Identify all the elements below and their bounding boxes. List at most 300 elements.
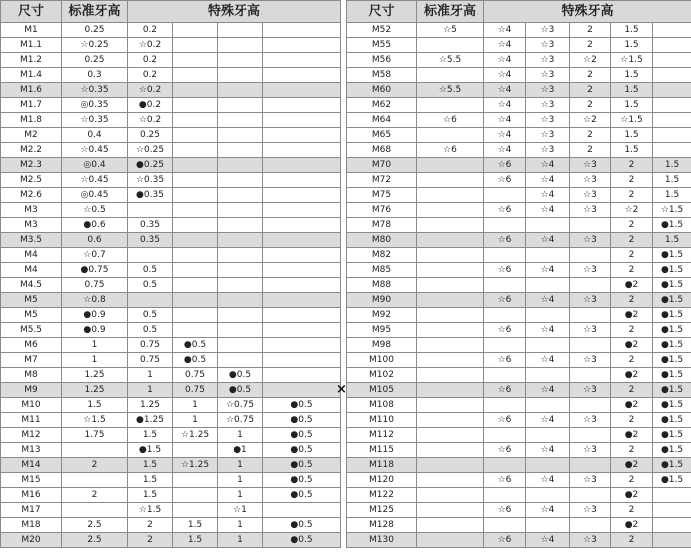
special-pitch-cell <box>484 188 526 203</box>
special-pitch-cell: ●0.2 <box>128 98 173 113</box>
size-cell: M4.5 <box>1 278 62 293</box>
special-pitch-cell <box>526 398 570 413</box>
special-pitch-cell <box>263 173 341 188</box>
table-row <box>1 413 341 428</box>
special-pitch-cell: ☆3 <box>526 83 570 98</box>
special-pitch-cell: 1.5 <box>611 98 653 113</box>
standard-pitch-cell: ●0.9 <box>62 323 128 338</box>
table-row <box>1 503 341 518</box>
special-pitch-cell: ☆3 <box>526 98 570 113</box>
special-pitch-cell <box>218 203 263 218</box>
special-pitch-cell <box>484 368 526 383</box>
table-row <box>1 518 341 533</box>
special-pitch-cell: ●0.5 <box>263 428 341 443</box>
table-row <box>347 473 691 488</box>
table-row <box>347 368 691 383</box>
special-pitch-cell: ☆3 <box>570 383 611 398</box>
standard-pitch-cell: ☆1.5 <box>62 413 128 428</box>
standard-pitch-cell: 2 <box>62 458 128 473</box>
special-pitch-cell: ●0.5 <box>263 488 341 503</box>
special-pitch-cell: ☆6 <box>484 413 526 428</box>
size-cell: M1.8 <box>1 113 62 128</box>
special-pitch-cell: 1.5 <box>173 533 218 548</box>
special-pitch-cell <box>173 113 218 128</box>
special-pitch-cell <box>263 68 341 83</box>
size-cell: M105 <box>347 383 417 398</box>
table-row <box>347 308 691 323</box>
standard-pitch-cell: ◎0.35 <box>62 98 128 113</box>
special-pitch-cell <box>218 248 263 263</box>
special-pitch-cell <box>173 203 218 218</box>
table-row <box>1 473 341 488</box>
size-cell: M65 <box>347 128 417 143</box>
special-pitch-cell: 1 <box>128 368 173 383</box>
special-pitch-cell: ●1.5 <box>653 353 691 368</box>
standard-pitch-cell <box>417 293 484 308</box>
special-pitch-cell: 2 <box>611 293 653 308</box>
special-pitch-cell: ●2 <box>611 458 653 473</box>
standard-pitch-cell <box>417 353 484 368</box>
special-pitch-cell: ☆0.75 <box>218 413 263 428</box>
special-pitch-cell <box>570 368 611 383</box>
special-pitch-cell <box>526 308 570 323</box>
special-pitch-cell: 2 <box>611 248 653 263</box>
special-pitch-cell <box>173 38 218 53</box>
special-pitch-cell <box>263 233 341 248</box>
special-pitch-cell <box>263 338 341 353</box>
special-pitch-cell <box>263 98 341 113</box>
special-pitch-cell <box>128 203 173 218</box>
special-pitch-cell <box>218 353 263 368</box>
special-pitch-cell <box>570 488 611 503</box>
special-pitch-cell <box>218 308 263 323</box>
special-pitch-cell <box>173 173 218 188</box>
special-pitch-cell: ☆4 <box>526 353 570 368</box>
table-row <box>1 353 341 368</box>
special-pitch-cell <box>173 98 218 113</box>
table-row <box>1 38 341 53</box>
special-pitch-cell <box>263 188 341 203</box>
special-pitch-cell <box>218 233 263 248</box>
standard-pitch-cell: ☆6 <box>417 143 484 158</box>
standard-pitch-cell: ●0.75 <box>62 263 128 278</box>
special-pitch-cell <box>526 368 570 383</box>
standard-pitch-cell <box>417 158 484 173</box>
table-row <box>347 518 691 533</box>
table-row <box>1 443 341 458</box>
special-pitch-cell: ☆6 <box>484 533 526 548</box>
size-cell: M4 <box>1 248 62 263</box>
header-standard-pitch: 标准牙高 <box>417 1 484 23</box>
special-pitch-cell: ☆3 <box>526 68 570 83</box>
size-cell: M1 <box>1 23 62 38</box>
table-row <box>347 338 691 353</box>
special-pitch-cell: ☆4 <box>484 128 526 143</box>
special-pitch-cell <box>263 383 341 398</box>
special-pitch-cell: 0.5 <box>128 308 173 323</box>
size-cell: M128 <box>347 518 417 533</box>
special-pitch-cell <box>263 158 341 173</box>
table-row <box>347 293 691 308</box>
special-pitch-cell: 2 <box>570 128 611 143</box>
special-pitch-cell: ☆1.5 <box>128 503 173 518</box>
special-pitch-cell: 1.5 <box>128 488 173 503</box>
size-cell: M64 <box>347 113 417 128</box>
special-pitch-cell: ●1.5 <box>653 383 691 398</box>
size-cell: M1.1 <box>1 38 62 53</box>
table-row <box>347 188 691 203</box>
special-pitch-cell: ☆3 <box>570 473 611 488</box>
special-pitch-cell <box>653 113 691 128</box>
special-pitch-cell: ●1.5 <box>653 398 691 413</box>
size-cell: M75 <box>347 188 417 203</box>
size-cell: M5.5 <box>1 323 62 338</box>
standard-pitch-cell: 2 <box>62 488 128 503</box>
special-pitch-cell: ☆1.25 <box>173 428 218 443</box>
special-pitch-cell: ☆6 <box>484 233 526 248</box>
standard-pitch-cell: ☆0.5 <box>62 203 128 218</box>
special-pitch-cell: ☆3 <box>570 353 611 368</box>
special-pitch-cell: ●1.5 <box>128 443 173 458</box>
special-pitch-cell: ●1.5 <box>653 368 691 383</box>
standard-pitch-cell <box>417 488 484 503</box>
special-pitch-cell <box>173 158 218 173</box>
table-row <box>347 263 691 278</box>
special-pitch-cell: 1.5 <box>611 128 653 143</box>
special-pitch-cell: ☆4 <box>526 173 570 188</box>
size-cell: M118 <box>347 458 417 473</box>
standard-pitch-cell <box>417 443 484 458</box>
size-cell: M2.5 <box>1 173 62 188</box>
special-pitch-cell <box>653 98 691 113</box>
special-pitch-cell <box>526 218 570 233</box>
size-cell: M18 <box>1 518 62 533</box>
table-row <box>347 128 691 143</box>
table-row <box>347 173 691 188</box>
table-row <box>1 128 341 143</box>
special-pitch-cell <box>570 398 611 413</box>
special-pitch-cell <box>173 278 218 293</box>
standard-pitch-cell <box>417 323 484 338</box>
standard-pitch-cell <box>417 38 484 53</box>
special-pitch-cell <box>128 248 173 263</box>
size-cell: M100 <box>347 353 417 368</box>
special-pitch-cell: ●1.5 <box>653 218 691 233</box>
table-row <box>1 203 341 218</box>
special-pitch-cell: ●2 <box>611 428 653 443</box>
table-row <box>1 383 341 398</box>
special-pitch-cell <box>653 68 691 83</box>
size-cell: M20 <box>1 533 62 548</box>
size-cell: M14 <box>1 458 62 473</box>
standard-pitch-cell <box>417 413 484 428</box>
special-pitch-cell <box>263 23 341 38</box>
special-pitch-cell <box>653 38 691 53</box>
table-row <box>347 113 691 128</box>
size-cell: M13 <box>1 443 62 458</box>
special-pitch-cell: ☆1 <box>218 503 263 518</box>
table-row <box>1 83 341 98</box>
special-pitch-cell <box>526 428 570 443</box>
standard-pitch-cell: 0.75 <box>62 278 128 293</box>
special-pitch-cell: ☆4 <box>526 473 570 488</box>
special-pitch-cell <box>173 443 218 458</box>
table-row <box>347 98 691 113</box>
special-pitch-cell: 2 <box>611 503 653 518</box>
table-row <box>1 173 341 188</box>
size-cell: M2 <box>1 128 62 143</box>
special-pitch-cell: 0.75 <box>173 368 218 383</box>
standard-pitch-cell: 1.5 <box>62 398 128 413</box>
special-pitch-cell: 2 <box>611 413 653 428</box>
special-pitch-cell <box>653 128 691 143</box>
special-pitch-cell: ●2 <box>611 278 653 293</box>
special-pitch-cell: 1.5 <box>128 458 173 473</box>
special-pitch-cell: 2 <box>611 233 653 248</box>
special-pitch-cell: ☆3 <box>570 533 611 548</box>
table-row <box>347 53 691 68</box>
special-pitch-cell: ☆6 <box>484 443 526 458</box>
special-pitch-cell: 1 <box>218 458 263 473</box>
special-pitch-cell <box>570 518 611 533</box>
special-pitch-cell: ●0.5 <box>263 518 341 533</box>
special-pitch-cell: ☆0.2 <box>128 83 173 98</box>
special-pitch-cell: ●0.5 <box>263 458 341 473</box>
special-pitch-cell: 1.25 <box>128 398 173 413</box>
special-pitch-cell: 2 <box>611 533 653 548</box>
special-pitch-cell <box>484 338 526 353</box>
special-pitch-cell <box>173 473 218 488</box>
table-row <box>347 323 691 338</box>
standard-pitch-cell <box>417 68 484 83</box>
size-cell: M108 <box>347 398 417 413</box>
special-pitch-cell <box>653 503 691 518</box>
special-pitch-cell <box>173 218 218 233</box>
size-cell: M4 <box>1 263 62 278</box>
special-pitch-cell: ☆4 <box>484 143 526 158</box>
special-pitch-cell <box>263 143 341 158</box>
size-cell: M1.2 <box>1 53 62 68</box>
table-row <box>1 323 341 338</box>
special-pitch-cell: 2 <box>570 143 611 158</box>
table-row <box>347 278 691 293</box>
special-pitch-cell: ●1.5 <box>653 293 691 308</box>
table-row <box>1 308 341 323</box>
special-pitch-cell <box>570 218 611 233</box>
special-pitch-cell <box>173 293 218 308</box>
special-pitch-cell: 1.5 <box>611 143 653 158</box>
special-pitch-cell: 1.5 <box>611 23 653 38</box>
standard-pitch-cell: 2.5 <box>62 533 128 548</box>
size-cell: M62 <box>347 98 417 113</box>
standard-pitch-cell: ☆0.35 <box>62 83 128 98</box>
standard-pitch-cell: 0.6 <box>62 233 128 248</box>
special-pitch-cell: 2 <box>570 23 611 38</box>
special-pitch-cell: 2 <box>611 173 653 188</box>
special-pitch-cell: ●2 <box>611 488 653 503</box>
special-pitch-cell: 2 <box>128 518 173 533</box>
standard-pitch-cell <box>62 443 128 458</box>
special-pitch-cell <box>173 248 218 263</box>
size-cell: M92 <box>347 308 417 323</box>
standard-pitch-cell: ☆0.25 <box>62 38 128 53</box>
special-pitch-cell: ☆4 <box>526 443 570 458</box>
special-pitch-cell <box>484 308 526 323</box>
special-pitch-cell <box>263 503 341 518</box>
special-pitch-cell <box>173 263 218 278</box>
size-cell: M122 <box>347 488 417 503</box>
size-cell: M72 <box>347 173 417 188</box>
special-pitch-cell: ☆6 <box>484 383 526 398</box>
special-pitch-cell: ●2 <box>611 518 653 533</box>
size-cell: M11 <box>1 413 62 428</box>
standard-pitch-cell <box>417 518 484 533</box>
special-pitch-cell: ☆3 <box>570 263 611 278</box>
special-pitch-cell: ●1.5 <box>653 263 691 278</box>
special-pitch-cell: 1 <box>128 383 173 398</box>
special-pitch-cell <box>653 53 691 68</box>
standard-pitch-cell <box>62 473 128 488</box>
standard-pitch-cell: 1 <box>62 338 128 353</box>
size-cell: M125 <box>347 503 417 518</box>
size-cell: M7 <box>1 353 62 368</box>
table-row <box>347 158 691 173</box>
special-pitch-cell <box>484 218 526 233</box>
standard-pitch-cell: ●0.9 <box>62 308 128 323</box>
table-row <box>1 188 341 203</box>
special-pitch-cell: ☆4 <box>526 383 570 398</box>
special-pitch-cell: 1.5 <box>653 188 691 203</box>
special-pitch-cell <box>526 338 570 353</box>
special-pitch-cell: ●0.5 <box>263 443 341 458</box>
size-cell: M1.6 <box>1 83 62 98</box>
special-pitch-cell: 1.5 <box>611 83 653 98</box>
size-cell: M3.5 <box>1 233 62 248</box>
size-cell: M10 <box>1 398 62 413</box>
special-pitch-cell <box>263 293 341 308</box>
special-pitch-cell: 0.5 <box>128 323 173 338</box>
special-pitch-cell: 2 <box>611 158 653 173</box>
standard-pitch-cell <box>417 308 484 323</box>
special-pitch-cell: ●2 <box>611 338 653 353</box>
table-row <box>347 488 691 503</box>
special-pitch-cell <box>218 263 263 278</box>
special-pitch-cell <box>173 83 218 98</box>
special-pitch-cell <box>263 368 341 383</box>
standard-pitch-cell: ☆0.45 <box>62 173 128 188</box>
table-row <box>1 293 341 308</box>
special-pitch-cell: ☆4 <box>484 38 526 53</box>
table-row <box>1 218 341 233</box>
special-pitch-cell: 0.2 <box>128 53 173 68</box>
special-pitch-cell: ●0.5 <box>218 383 263 398</box>
special-pitch-cell: 0.25 <box>128 128 173 143</box>
table-row <box>1 113 341 128</box>
special-pitch-cell <box>263 128 341 143</box>
size-cell: M68 <box>347 143 417 158</box>
special-pitch-cell <box>263 113 341 128</box>
special-pitch-cell: ●0.5 <box>173 353 218 368</box>
special-pitch-cell: ☆1.5 <box>611 53 653 68</box>
table-row <box>347 68 691 83</box>
standard-pitch-cell <box>417 173 484 188</box>
special-pitch-cell <box>653 518 691 533</box>
special-pitch-cell: ☆2 <box>570 113 611 128</box>
special-pitch-cell: ●1.5 <box>653 323 691 338</box>
special-pitch-cell: 0.75 <box>128 338 173 353</box>
table-row <box>1 248 341 263</box>
standard-pitch-cell: 0.25 <box>62 53 128 68</box>
special-pitch-cell: 0.5 <box>128 278 173 293</box>
size-cell: M1.4 <box>1 68 62 83</box>
table-row <box>347 233 691 248</box>
special-pitch-cell <box>484 248 526 263</box>
special-pitch-cell <box>570 428 611 443</box>
standard-pitch-cell <box>417 218 484 233</box>
special-pitch-cell: 0.35 <box>128 233 173 248</box>
special-pitch-cell: ●1.5 <box>653 428 691 443</box>
special-pitch-cell: 0.5 <box>128 263 173 278</box>
special-pitch-cell <box>263 38 341 53</box>
standard-pitch-cell <box>417 458 484 473</box>
special-pitch-cell: ☆6 <box>484 503 526 518</box>
size-cell: M2.3 <box>1 158 62 173</box>
special-pitch-cell <box>484 518 526 533</box>
special-pitch-cell <box>173 23 218 38</box>
special-pitch-cell <box>173 128 218 143</box>
special-pitch-cell: 2 <box>611 443 653 458</box>
special-pitch-cell: 2 <box>570 68 611 83</box>
size-cell: M58 <box>347 68 417 83</box>
standard-pitch-cell <box>417 368 484 383</box>
size-cell: M98 <box>347 338 417 353</box>
special-pitch-cell: 1.5 <box>128 428 173 443</box>
special-pitch-cell <box>218 278 263 293</box>
table-row <box>1 458 341 473</box>
special-pitch-cell: 2 <box>611 383 653 398</box>
special-pitch-cell: ●0.5 <box>263 533 341 548</box>
special-pitch-cell <box>570 308 611 323</box>
special-pitch-cell: ●1.5 <box>653 413 691 428</box>
table-row <box>347 383 691 398</box>
special-pitch-cell: ☆4 <box>526 323 570 338</box>
standard-pitch-cell: 2.5 <box>62 518 128 533</box>
header-special-pitch: 特殊牙高 <box>128 1 341 23</box>
special-pitch-cell: 0.35 <box>128 218 173 233</box>
table-row <box>1 533 341 548</box>
special-pitch-cell: ●1.5 <box>653 248 691 263</box>
size-cell: M110 <box>347 413 417 428</box>
special-pitch-cell: ☆2 <box>611 203 653 218</box>
table-row <box>347 218 691 233</box>
special-pitch-cell: ●1.5 <box>653 278 691 293</box>
standard-pitch-cell <box>417 473 484 488</box>
special-pitch-cell: 0.75 <box>128 353 173 368</box>
special-pitch-cell <box>173 188 218 203</box>
special-pitch-cell <box>263 323 341 338</box>
special-pitch-cell: ☆6 <box>484 158 526 173</box>
special-pitch-cell <box>570 278 611 293</box>
special-pitch-cell: 2 <box>611 188 653 203</box>
table-row <box>1 488 341 503</box>
special-pitch-cell: 1 <box>173 413 218 428</box>
special-pitch-cell <box>173 503 218 518</box>
special-pitch-cell: ☆3 <box>570 173 611 188</box>
special-pitch-cell <box>263 53 341 68</box>
size-cell: M17 <box>1 503 62 518</box>
special-pitch-cell: ☆3 <box>570 323 611 338</box>
standard-pitch-cell <box>417 338 484 353</box>
